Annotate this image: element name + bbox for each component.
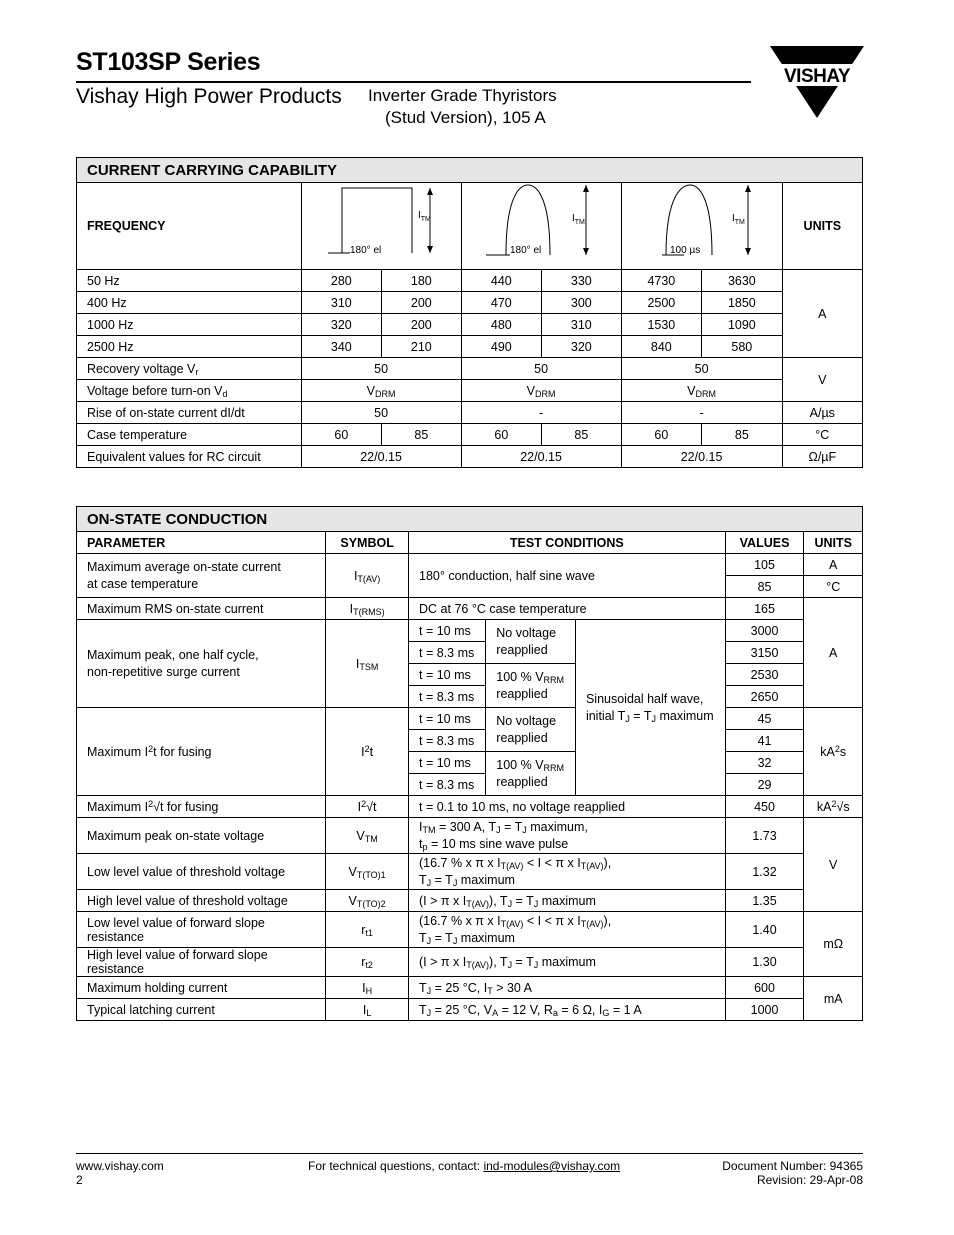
cell-value: 340 (301, 336, 382, 358)
cell-value: 50 (301, 402, 461, 424)
page-number: 2 (76, 1173, 83, 1187)
contact-label: For technical questions, contact: (308, 1159, 484, 1173)
cell-value: 440 (461, 270, 542, 292)
time-cell: t = 8.3 ms (409, 774, 486, 796)
value-cell: 1.40 (725, 912, 804, 948)
symbol-cell: $V_{TM}$ (326, 818, 409, 854)
value-cell: 600 (725, 977, 804, 999)
voltage-note: No voltage reapplied (486, 620, 576, 664)
row-label: Recovery voltage $V_r$ (77, 358, 302, 380)
values-header: VALUES (725, 532, 804, 554)
cell-value: 60 (301, 424, 382, 446)
condition-cell: (16.7 % x π x $I_{T(AV)} < I < \pi$ x $I_{T(AV)}$), $T_J = T_J$ maximum (409, 912, 726, 948)
symbol-header: SYMBOL (326, 532, 409, 554)
cell-value: 280 (301, 270, 382, 292)
value-cell: 1.32 (725, 854, 804, 890)
row-label: Maximum peak on-state voltage (77, 818, 326, 854)
row-label: 400 Hz (77, 292, 302, 314)
time-cell: t = 10 ms (409, 752, 486, 774)
footer-right (722, 1159, 863, 1187)
page-title: ST103SP Series (76, 48, 261, 76)
unit-cell: Ω/µF (782, 446, 862, 468)
cell-value: 310 (542, 314, 622, 336)
cell-value: 60 (461, 424, 542, 446)
cell-value: 330 (542, 270, 622, 292)
cell-value: 85 (382, 424, 462, 446)
symbol-cell: $I_{TSM}$ (326, 620, 409, 708)
cell-value: 22/0.15 (621, 446, 782, 468)
voltage-note: 100 % $V_{RRM}$ reapplied (486, 664, 576, 708)
cell-value: 1850 (702, 292, 783, 314)
description-line-2: (Stud Version), 105 A (385, 108, 546, 127)
row-label: Low level value of forward slope resistance (77, 912, 326, 948)
cell-value: 85 (702, 424, 783, 446)
svg-text:ITM: $I_{TM}$ (417, 210, 431, 223)
cell-value: 1530 (621, 314, 702, 336)
symbol-cell: $I_H$ (326, 977, 409, 999)
value-cell: 1000 (725, 999, 804, 1021)
product-description (368, 85, 557, 129)
value-cell: 41 (725, 730, 804, 752)
row-label: Low level value of threshold voltage (77, 854, 326, 890)
condition-cell: $T_J = 25$ °C, $I_T > 30$ A (409, 977, 726, 999)
wave-label: 180° el (509, 245, 541, 256)
row-label: Maximum holding current (77, 977, 326, 999)
cell-value: 2500 (621, 292, 702, 314)
value-cell: 1.73 (725, 818, 804, 854)
frequency-header: FREQUENCY (77, 183, 302, 270)
cell-value: 200 (382, 292, 462, 314)
cell-value: $V_{DRM}$ (461, 380, 621, 402)
symbol-cell: $V_{T(TO)2}$ (326, 890, 409, 912)
voltage-note: No voltage reapplied (486, 708, 576, 752)
cell-value: $V_{DRM}$ (621, 380, 782, 402)
value-cell: 1.30 (725, 948, 804, 977)
unit-cell: V (782, 358, 862, 402)
website-link[interactable]: www.vishay.com (76, 1159, 164, 1173)
section-title: ON-STATE CONDUCTION (77, 507, 863, 532)
symbol-cell: $I_{T(AV)}$ (326, 554, 409, 598)
value-cell: 1.35 (725, 890, 804, 912)
value-cell: 29 (725, 774, 804, 796)
value-cell: 45 (725, 708, 804, 730)
row-label: Case temperature (77, 424, 302, 446)
row-label: 1000 Hz (77, 314, 302, 336)
value-cell: 105 (725, 554, 804, 576)
condition-cell: DC at 76 °C case temperature (409, 598, 726, 620)
cell-value: 470 (461, 292, 542, 314)
voltage-note: 100 % $V_{RRM}$ reapplied (486, 752, 576, 796)
wave-label: 100 µs (669, 245, 700, 256)
current-carrying-table (76, 157, 863, 468)
cell-value: 50 (461, 358, 621, 380)
cell-value: 580 (702, 336, 783, 358)
pulse-wave-diagram (621, 183, 782, 270)
page-subtitle: Vishay High Power Products (76, 85, 342, 108)
cell-value: 310 (301, 292, 382, 314)
row-label: Maximum $I^2t$ for fusing (77, 708, 326, 796)
value-cell: 2530 (725, 664, 804, 686)
cell-value: 85 (542, 424, 622, 446)
cell-value: 840 (621, 336, 702, 358)
value-cell: 2650 (725, 686, 804, 708)
cell-value: 480 (461, 314, 542, 336)
row-label: Maximum peak, one half cycle, non-repetitive surge current (77, 620, 326, 708)
symbol-cell: $I_{T(RMS)}$ (326, 598, 409, 620)
condition-cell: $I_{TM} = 300$ A, $T_J = T_J$ maximum, $t_p = 10$ ms sine wave pulse (409, 818, 726, 854)
value-cell: 85 (725, 576, 804, 598)
condition-cell: 180° conduction, half sine wave (409, 554, 726, 598)
time-cell: t = 10 ms (409, 708, 486, 730)
time-cell: t = 10 ms (409, 620, 486, 642)
cell-value: 1090 (702, 314, 783, 336)
condition-cell: $T_J = 25$ °C, $V_A = 12$ V, $R_a = 6$ Ω, $I_G = 1$ A (409, 999, 726, 1021)
unit-cell: $kA^2√s$ (804, 796, 863, 818)
cell-value: - (621, 402, 782, 424)
symbol-cell: $V_{T(TO)1}$ (326, 854, 409, 890)
value-cell: 450 (725, 796, 804, 818)
footer-rule (76, 1153, 863, 1154)
logo-text: VISHAY (784, 66, 850, 87)
square-wave-diagram (301, 183, 461, 270)
symbol-cell: $I^2√t$ (326, 796, 409, 818)
cell-value: 60 (621, 424, 702, 446)
row-label: Rise of on-state current dI/dt (77, 402, 302, 424)
row-label: Voltage before turn-on $V_d$ (77, 380, 302, 402)
value-cell: 3000 (725, 620, 804, 642)
cell-value: 4730 (621, 270, 702, 292)
row-label: Equivalent values for RC circuit (77, 446, 302, 468)
description-line-1: Inverter Grade Thyristors (368, 86, 557, 105)
time-cell: t = 8.3 ms (409, 730, 486, 752)
value-cell: 32 (725, 752, 804, 774)
value-cell: 165 (725, 598, 804, 620)
row-label: Maximum RMS on-state current (77, 598, 326, 620)
condition-cell: t = 0.1 to 10 ms, no voltage reapplied (409, 796, 726, 818)
units-header: UNITS (804, 532, 863, 554)
unit-cell: A (804, 554, 863, 576)
time-cell: t = 8.3 ms (409, 642, 486, 664)
sinusoidal-note: Sinusoidal half wave, initial $T_J = T_J$ maximum (575, 620, 725, 796)
contact-email-link[interactable]: ind-modules@vishay.com (483, 1159, 621, 1173)
row-label: High level value of forward slope resistance (77, 948, 326, 977)
cell-value: 490 (461, 336, 542, 358)
on-state-table (76, 506, 863, 1021)
footer-contact (308, 1159, 620, 1173)
condition-cell: (16.7 % x π x $I_{T(AV)} < I < \pi$ x $I_{T(AV)}$), $T_J = T_J$ maximum (409, 854, 726, 890)
time-cell: t = 8.3 ms (409, 686, 486, 708)
section-title: CURRENT CARRYING CAPABILITY (77, 158, 863, 183)
cell-value: 22/0.15 (301, 446, 461, 468)
cell-value: 180 (382, 270, 462, 292)
row-label: 50 Hz (77, 270, 302, 292)
svg-text:ITM: $I_{TM}$ (731, 213, 745, 226)
wave-label: 180° el (349, 245, 381, 256)
unit-cell: °C (804, 576, 863, 598)
cell-value: 320 (301, 314, 382, 336)
unit-cell: mA (804, 977, 863, 1021)
cell-value: 210 (382, 336, 462, 358)
unit-cell: A/µs (782, 402, 862, 424)
parameter-header: PARAMETER (77, 532, 326, 554)
value-cell: 3150 (725, 642, 804, 664)
row-label: Maximum average on-state current at case temperature (77, 554, 326, 598)
cell-value: 3630 (702, 270, 783, 292)
cell-value: 50 (301, 358, 461, 380)
test-conditions-header: TEST CONDITIONS (409, 532, 726, 554)
symbol-cell: $I^2t$ (326, 708, 409, 796)
symbol-cell: $I_L$ (326, 999, 409, 1021)
sine-wave-diagram (461, 183, 621, 270)
condition-cell: (I > π x $I_{T(AV)}$), $T_J = T_J$ maximum (409, 948, 726, 977)
unit-cell: V (804, 818, 863, 912)
symbol-cell: $r_{t2}$ (326, 948, 409, 977)
cell-value: 22/0.15 (461, 446, 621, 468)
vishay-logo (768, 44, 866, 120)
svg-text:ITM: $I_{TM}$ (571, 213, 585, 226)
cell-value: 200 (382, 314, 462, 336)
document-number: Document Number: 94365 (722, 1159, 863, 1173)
cell-value: 320 (542, 336, 622, 358)
cell-value: 300 (542, 292, 622, 314)
unit-cell: A (804, 598, 863, 708)
unit-cell: mΩ (804, 912, 863, 977)
unit-cell: A (782, 270, 862, 358)
footer-left (76, 1159, 164, 1187)
row-label: Typical latching current (77, 999, 326, 1021)
cell-value: $V_{DRM}$ (301, 380, 461, 402)
units-header: UNITS (782, 183, 862, 270)
unit-cell: $kA^2s$ (804, 708, 863, 796)
row-label: High level value of threshold voltage (77, 890, 326, 912)
condition-cell: (I > π x $I_{T(AV)}$), $T_J = T_J$ maximum (409, 890, 726, 912)
cell-value: - (461, 402, 621, 424)
time-cell: t = 10 ms (409, 664, 486, 686)
revision: Revision: 29-Apr-08 (756, 1173, 863, 1187)
unit-cell: °C (782, 424, 862, 446)
symbol-cell: $r_{t1}$ (326, 912, 409, 948)
row-label: Maximum $I^2√t$ for fusing (77, 796, 326, 818)
row-label: 2500 Hz (77, 336, 302, 358)
cell-value: 50 (621, 358, 782, 380)
header-rule (76, 81, 751, 83)
